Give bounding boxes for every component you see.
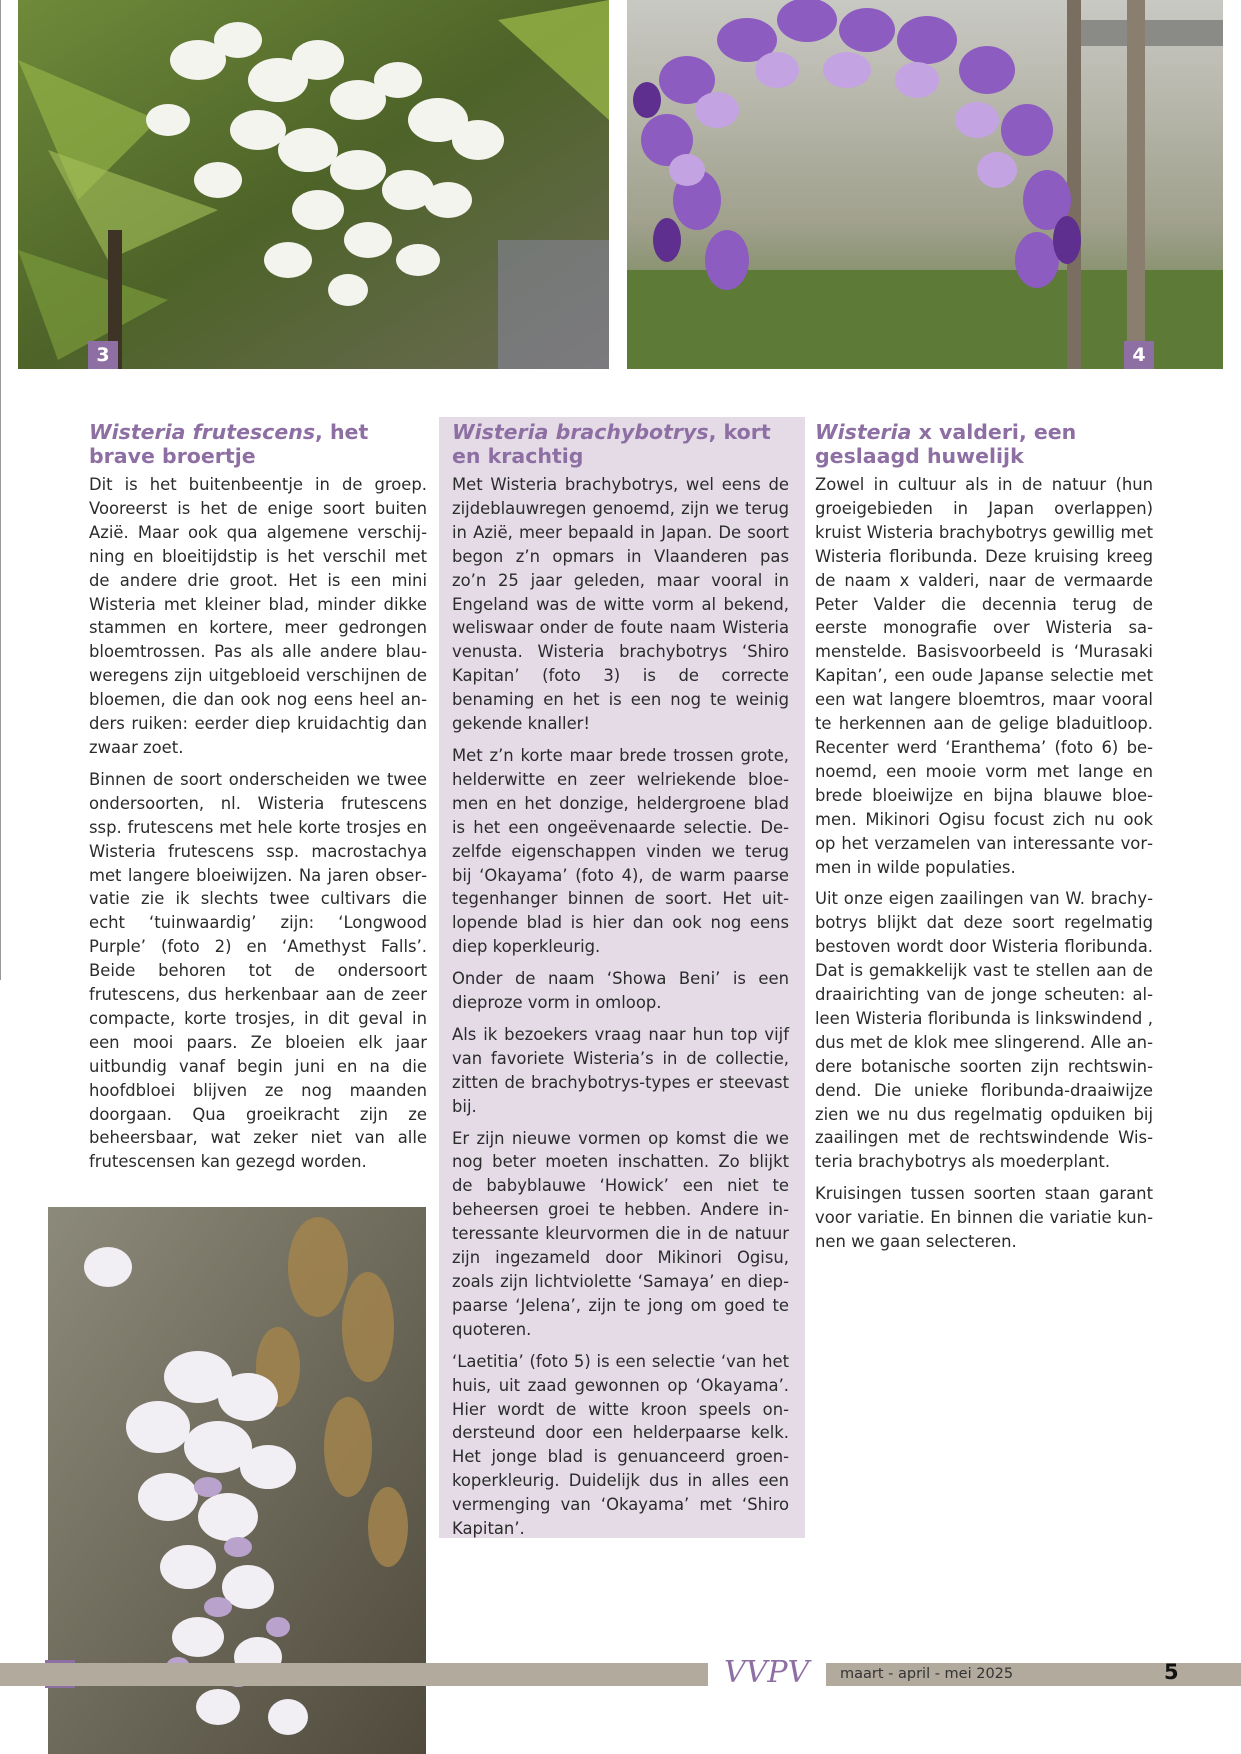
paragraph: Met Wisteria brachybotrys, wel eens de zijdeblauwregen genoemd, zijn we terug in Azië, meer bepaald in Japan. De soort begon z’n opmars in Vlaanderen pas zo’n 25 jaar geleden, maar vooral in Engeland was de witte vorm al bekend, weliswaar onder de foute naam Wisteria venusta. Wisteria brachybotrys ‘Shiro Kapitan’ (foto 3) is de correcte benaming en het is een nog te weinig gekende knaller! [452, 475, 789, 734]
page-number: 5 [1164, 1660, 1179, 1684]
article-column-brachybotrys [452, 420, 789, 1549]
paragraph: Onder de naam ‘Showa Beni’ is een dieproze vorm in omloop. [452, 969, 789, 1013]
paragraph: ‘Laetitia’ (foto 5) is een selectie ‘van het huis, uit zaad gewonnen op ‘Okayama’. Hier wordt de witte kroon speels ondersteund door een helderpaarse kelk. Het jonge blad is genuanceerd groen-koperkleurig. Duidelijk dus in alles een vermenging van ‘Okayama’ met ‘Shiro Kapitan’. [452, 1351, 789, 1539]
white-wisteria-image [18, 0, 609, 369]
footer-band-left [0, 1663, 708, 1686]
issue-date: maart - april - mei 2025 [840, 1666, 1014, 1682]
photo-number-badge: 4 [1124, 341, 1154, 369]
paragraph: Er zijn nieuwe vormen op komst die we nog beter moeten inschatten. Zo blijkt de babyblauwe ‘Howick’ een niet te beheersen groei te hebben. Andere interessante kleurvormen die in de natuur zijn ingezameld door Mikinori Ogisu, zoals zijn lichtviolette ‘Samaya’ en dieppaarse ‘Jelena’, zijn te jong om goed te quoteren. [452, 1128, 789, 1339]
paragraph: Dit is het buitenbeentje in de groep. Vooreerst is het de enige soort buiten Azië. Maar ook qua algemene verschijning en bloeitijdstip is het verschil met de andere drie groot. Het is een mini Wisteria met kleiner blad, minder dikke stammen en kortere, meer gedrongen bloemtrossen. Pas als alle andere blauweregens zijn uitgebloeid verschijnen de bloemen, die dan ook nog eens heel anders ruiken: eerder diep kruidachtig dan zwaar zoet. [89, 475, 427, 757]
article-column-frutescens [89, 420, 427, 1182]
paragraph: Kruisingen tussen soorten staan garant voor variatie. En binnen die variatie kunnen we gaan selecteren. [815, 1184, 1153, 1252]
paragraph: Met z’n korte maar brede trossen grote, helderwitte en zeer welriekende bloemen en het donzige, heldergroene blad is het een ongeëvenaarde selectie. Dezelfde eigenschappen vinden we terug bij ‘Okayama’ (foto 4), de warm paarse tegenhanger binnen de soort. Het uitlopende blad is hier dan ook nog eens diep koperkleurig. [452, 745, 789, 957]
section-heading: Wisteria x valderi, een geslaagd huwelijk [815, 420, 1077, 468]
article-column-valderi [815, 420, 1153, 1262]
section-heading: Wisteria frutescens, het brave broertje [89, 420, 369, 468]
section-heading: Wisteria brachybotrys, kort en krachtig [452, 420, 771, 468]
photo-purple-wisteria [627, 0, 1223, 369]
photo-number-badge: 3 [88, 341, 118, 369]
svg-text:VVPV: VVPV [724, 1655, 810, 1690]
paragraph: Zowel in cultuur als in de natuur (hun groeigebieden in Japan overlappen) kruist Wisteria brachybotrys gewillig met Wisteria floribunda. Deze kruising kreeg de naam x valderi, naar de vermaarde Peter Valder die decennia terug de eerste monografie over Wisteria samenstelde. Basisvoorbeeld is ‘Murasaki Kapitan’, een oude Japanse selectie met een wat langere bloemtros, maar vooral te herkennen aan de gelige bladuitloop. Recenter werd ‘Eranthema’ (foto 6) benoemd, een mooie vorm met lange en brede bloeiwijze en bijna blauwe bloemen. Mikinori Ogisu focust zich nu ook op het verzamelen van interessante vormen in wilde populaties. [815, 475, 1153, 877]
photo-white-wisteria [18, 0, 609, 369]
purple-wisteria-image [627, 0, 1223, 369]
paragraph: Als ik bezoekers vraag naar hun top vijf van favoriete Wisteria’s in de collectie, zitten de brachybotrys-types er steevast bij. [452, 1024, 789, 1116]
paragraph: Binnen de soort onderscheiden we twee ondersoorten, nl. Wisteria frutescens ssp. frutescens met hele korte trosjes en Wisteria frutescens ssp. macrostachya met langere bloeiwijzen. Na jaren observatie zie ik slechts twee cultivars die echt ‘tuinwaardig’ zijn: ‘Longwood Purple’ (foto 2) en ‘Amethyst Falls’. Beide behoren tot de ondersoort frutescens, dus herkenbaar aan de zeer compacte, korte trosjes, in dit geval in een mooi paars. Ze bloeien elk jaar uitbundig vanaf begin juni en na die hoofdbloei blijven ze nog maanden doorgaan. Qua groeikracht zijn ze beheersbaar, wat zeker niet van alle frutescensen kan gezegd worden. [89, 769, 427, 1172]
page-edge-rule [0, 0, 1, 980]
vvpv-logo-icon [720, 1652, 812, 1692]
vvpv-logo [720, 1652, 812, 1692]
paragraph: Uit onze eigen zaailingen van W. brachybotrys blijkt dat deze soort regelmatig bestoven wordt door Wisteria floribunda. Dat is gemakkelijk vast te stellen aan de draairichting van de jonge scheuten: alleen Wisteria floribunda is linkswindend , dus met de klok mee slingerend. Alle andere botanische soorten zijn rechtswindend. Die unieke floribunda-draaiwijze zien we nu dus regelmatig opduiken bij zaailingen met de rechtswindende Wisteria brachybotrys als moederplant. [815, 889, 1153, 1172]
